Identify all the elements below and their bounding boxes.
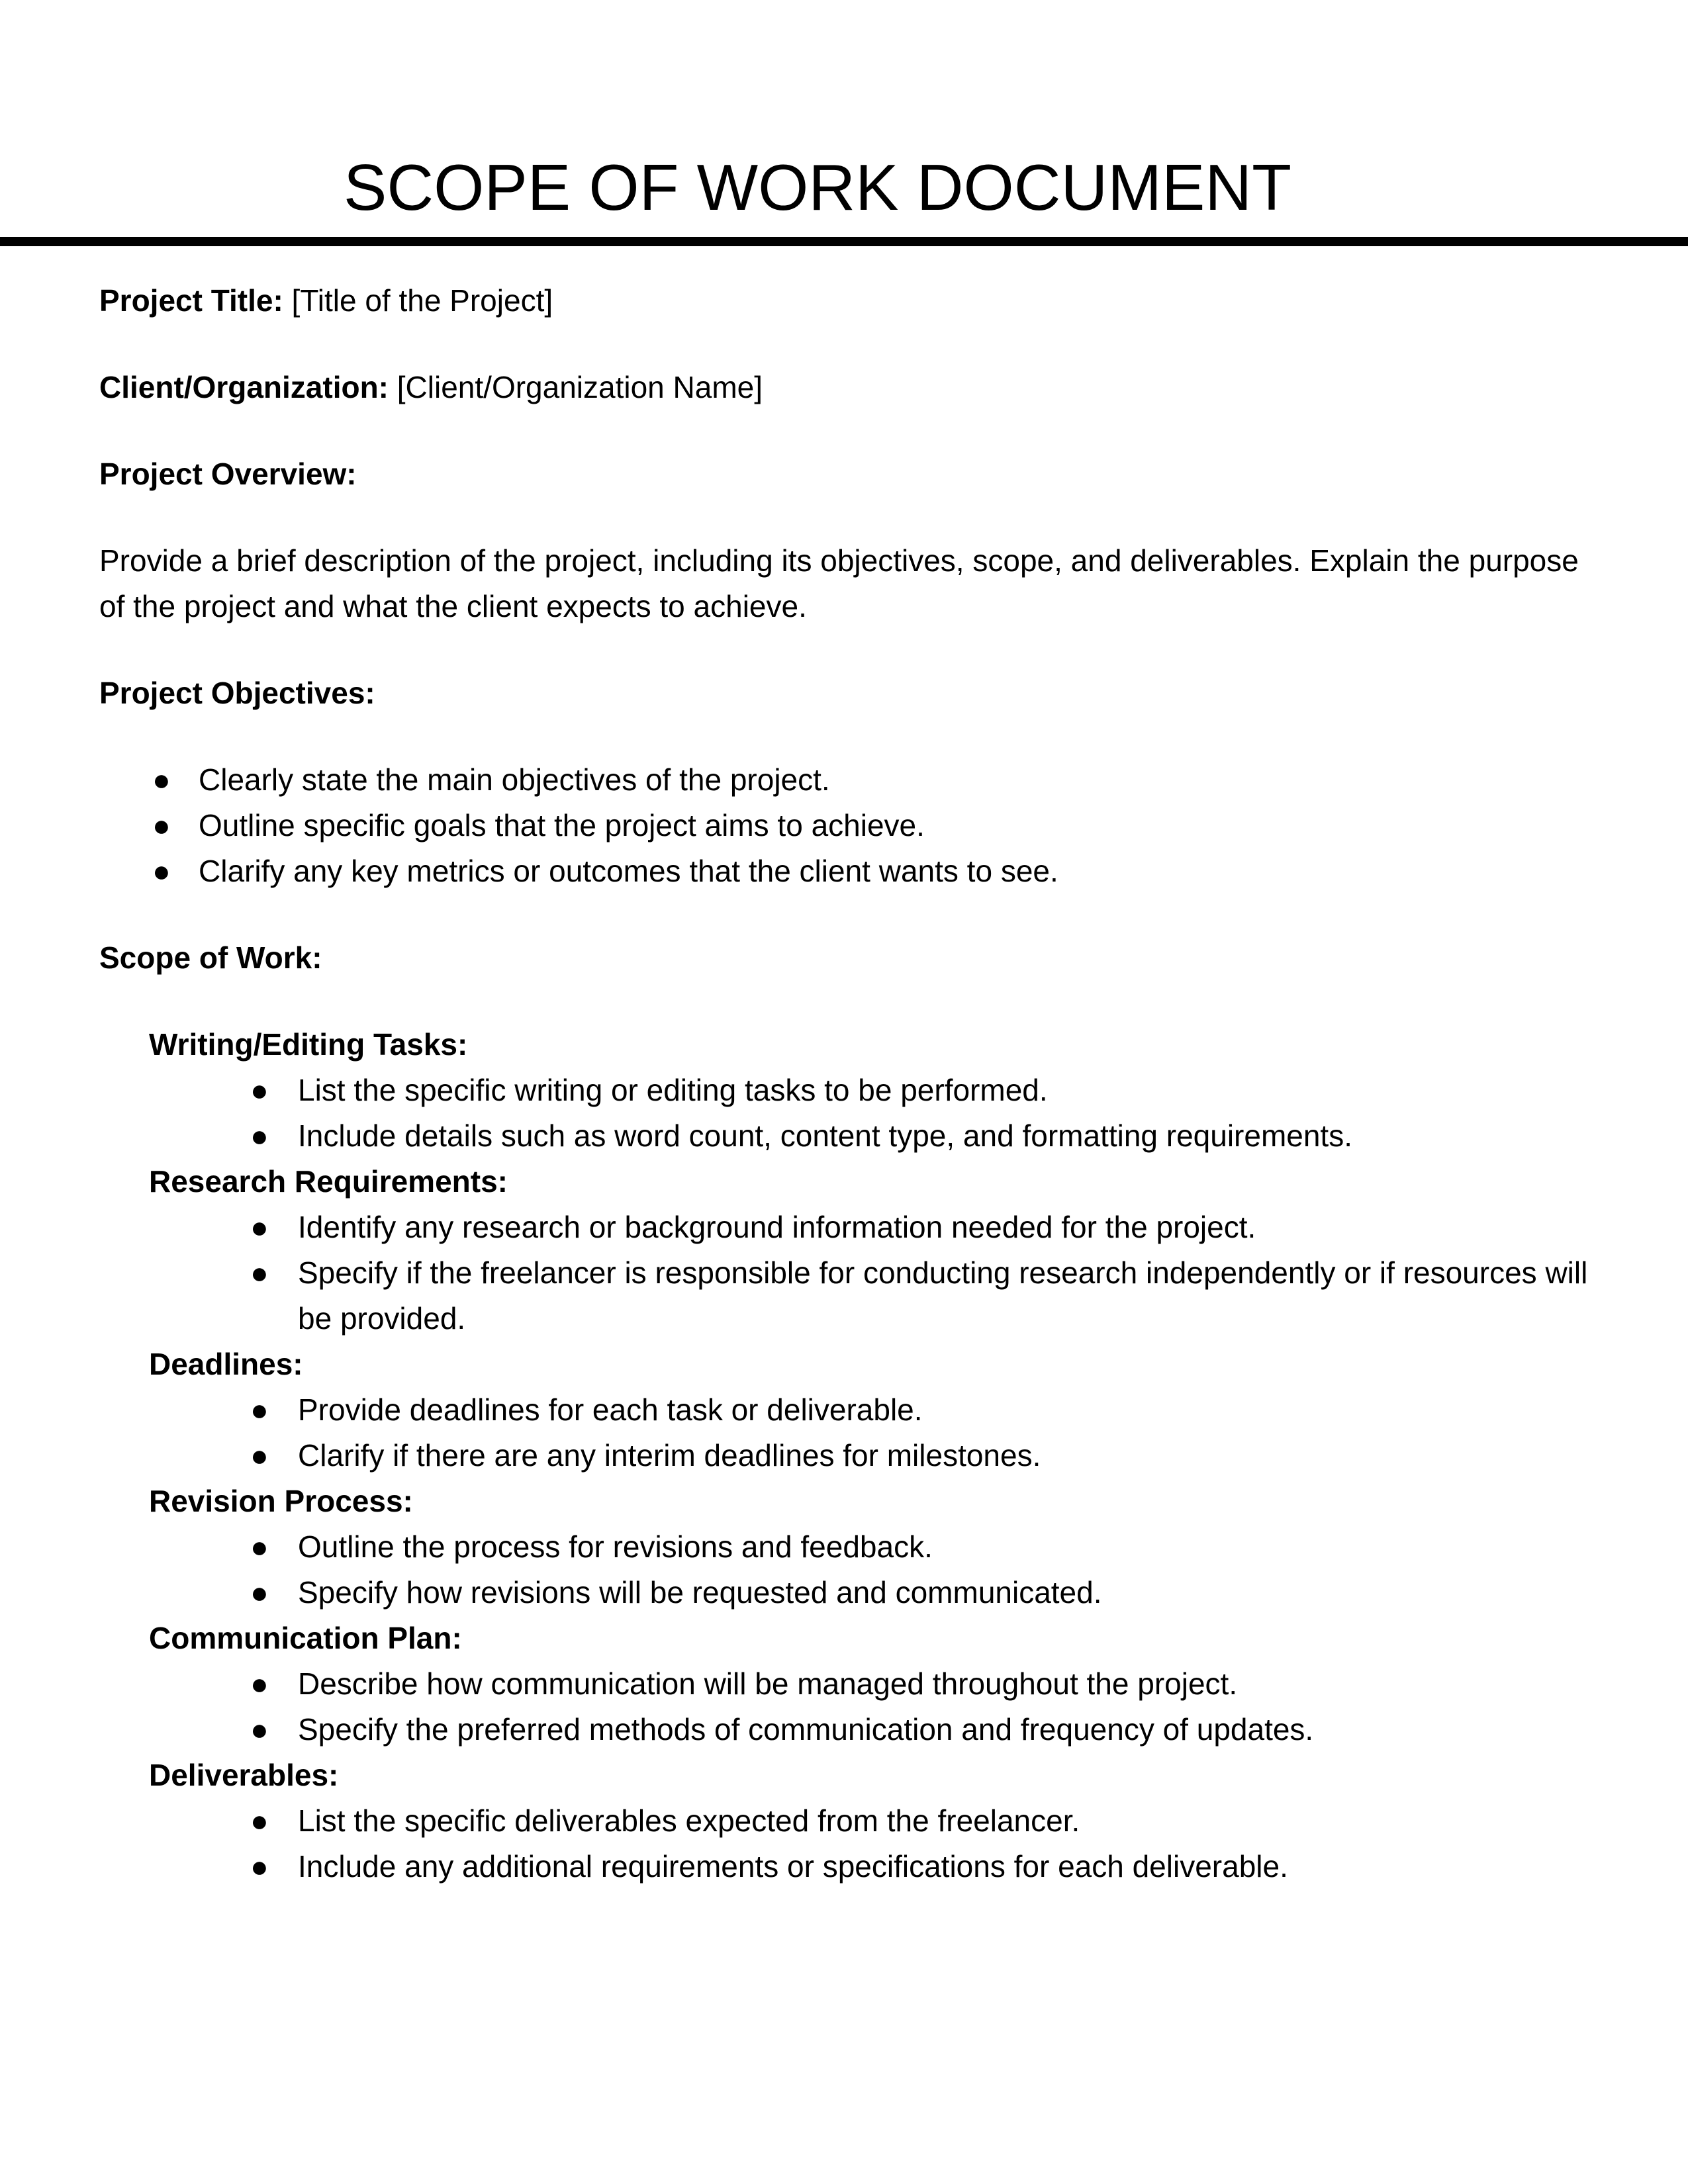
bullet-icon: ● bbox=[250, 1803, 269, 1838]
list-item-text: Clarify if there are any interim deadlines for milestones. bbox=[298, 1438, 1041, 1473]
list-item bbox=[99, 848, 1589, 894]
list-item-text: Include any additional requirements or specifications for each deliverable. bbox=[298, 1849, 1288, 1884]
bullet-icon: ● bbox=[250, 1575, 269, 1610]
list-item-text: Describe how communication will be managed throughout the project. bbox=[298, 1666, 1238, 1701]
list-item bbox=[99, 1844, 1589, 1889]
list-item bbox=[99, 1661, 1589, 1707]
writing-editing-tasks-list bbox=[99, 1068, 1589, 1159]
document-title: SCOPE OF WORK DOCUMENT bbox=[344, 151, 1291, 224]
revision-process-list bbox=[99, 1524, 1589, 1615]
project-objectives-list bbox=[99, 757, 1589, 894]
scope-of-work-sections bbox=[99, 1022, 1589, 1889]
bullet-icon: ● bbox=[250, 1210, 269, 1244]
bullet-icon: ● bbox=[250, 1392, 269, 1427]
list-item bbox=[99, 1250, 1589, 1342]
research-requirements-heading: Research Requirements: bbox=[149, 1164, 508, 1199]
list-item bbox=[99, 757, 1589, 803]
bullet-icon: ● bbox=[250, 1255, 269, 1290]
bullet-icon: ● bbox=[250, 1666, 269, 1701]
list-item-text: List the specific deliverables expected from the freelancer. bbox=[298, 1803, 1080, 1838]
project-objectives-heading: Project Objectives: bbox=[99, 676, 375, 710]
list-item bbox=[99, 1387, 1589, 1433]
project-overview-heading: Project Overview: bbox=[99, 457, 357, 491]
deliverables-heading: Deliverables: bbox=[149, 1758, 339, 1792]
deadlines-heading: Deadlines: bbox=[149, 1347, 303, 1381]
deliverables-list bbox=[99, 1798, 1589, 1889]
bullet-icon: ● bbox=[152, 808, 171, 842]
bullet-icon: ● bbox=[250, 1849, 269, 1884]
list-item-text: Specify the preferred methods of communication and frequency of updates. bbox=[298, 1712, 1314, 1747]
project-title-field bbox=[99, 278, 1589, 324]
deadlines-list bbox=[99, 1387, 1589, 1479]
document-body bbox=[99, 278, 1589, 1889]
title-divider bbox=[0, 237, 1688, 246]
list-item-text: Identify any research or background information needed for the project. bbox=[298, 1210, 1256, 1244]
bullet-icon: ● bbox=[250, 1529, 269, 1564]
list-item-text: Outline the process for revisions and feedback. bbox=[298, 1529, 933, 1564]
client-organization-label: Client/Organization: bbox=[99, 370, 389, 404]
list-item-text: Clarify any key metrics or outcomes that the client wants to see. bbox=[199, 854, 1058, 888]
list-item bbox=[99, 1433, 1589, 1479]
bullet-icon: ● bbox=[250, 1438, 269, 1473]
list-item-text: Clearly state the main objectives of the project. bbox=[199, 762, 830, 797]
client-organization-value: [Client/Organization Name] bbox=[389, 370, 763, 404]
list-item bbox=[99, 1113, 1589, 1159]
bullet-icon: ● bbox=[250, 1712, 269, 1747]
list-item bbox=[99, 1798, 1589, 1844]
bullet-icon: ● bbox=[250, 1118, 269, 1153]
list-item-text: List the specific writing or editing tasks to be performed. bbox=[298, 1073, 1048, 1107]
list-item bbox=[99, 1707, 1589, 1752]
list-item bbox=[99, 803, 1589, 848]
communication-plan-heading: Communication Plan: bbox=[149, 1621, 462, 1655]
list-item bbox=[99, 1570, 1589, 1615]
bullet-icon: ● bbox=[152, 854, 171, 888]
project-overview-text: Provide a brief description of the project, including its objectives, scope, and deliverables. Explain the purpose of the project and what the client expects to achieve. bbox=[99, 543, 1579, 623]
bullet-icon: ● bbox=[250, 1073, 269, 1107]
list-item-text: Specify if the freelancer is responsible for conducting research independently or if resources will be provided. bbox=[298, 1255, 1588, 1336]
list-item-text: Specify how revisions will be requested and communicated. bbox=[298, 1575, 1102, 1610]
client-organization-field bbox=[99, 365, 1589, 410]
scope-of-work-heading: Scope of Work: bbox=[99, 940, 322, 975]
project-title-value: [Title of the Project] bbox=[283, 283, 553, 318]
list-item bbox=[99, 1524, 1589, 1570]
list-item-text: Include details such as word count, content type, and formatting requirements. bbox=[298, 1118, 1352, 1153]
revision-process-heading: Revision Process: bbox=[149, 1484, 413, 1518]
list-item bbox=[99, 1205, 1589, 1250]
list-item-text: Provide deadlines for each task or deliverable. bbox=[298, 1392, 923, 1427]
communication-plan-list bbox=[99, 1661, 1589, 1752]
research-requirements-list bbox=[99, 1205, 1589, 1342]
bullet-icon: ● bbox=[152, 762, 171, 797]
project-title-label: Project Title: bbox=[99, 283, 283, 318]
list-item-text: Outline specific goals that the project aims to achieve. bbox=[199, 808, 925, 842]
writing-editing-tasks-heading: Writing/Editing Tasks: bbox=[149, 1027, 468, 1062]
list-item bbox=[99, 1068, 1589, 1113]
